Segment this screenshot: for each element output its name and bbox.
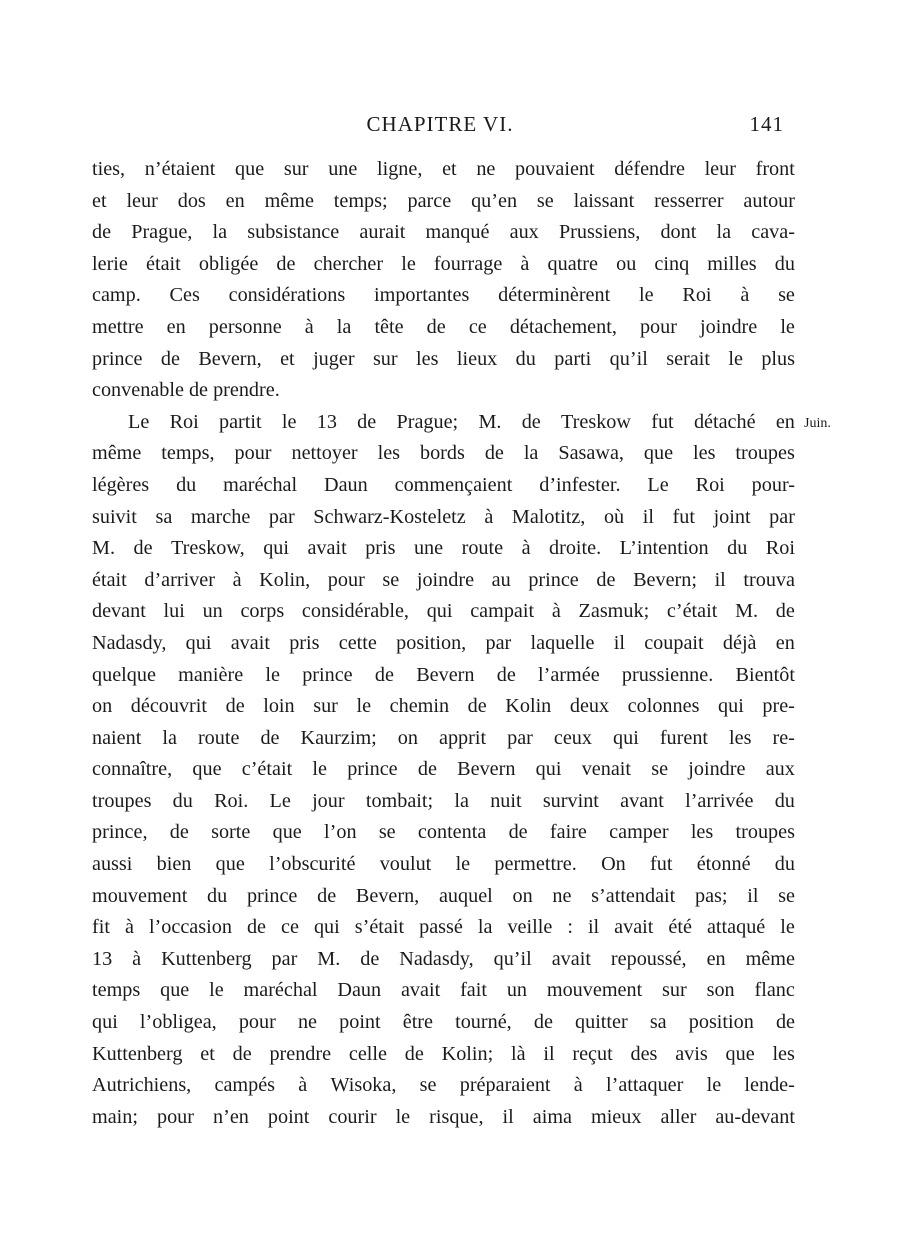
text-line: Nadasdy, qui avait pris cette position, par laquelle il coupait déjà en bbox=[92, 631, 795, 654]
text-line: camp. Ces considérations importantes déterminèrent le Roi à se bbox=[92, 284, 795, 307]
text-line: devant lui un corps considérable, qui campait à Zasmuk; c’était M. de bbox=[92, 600, 795, 623]
text-line: même temps, pour nettoyer les bords de la Sasawa, que les troupes bbox=[92, 442, 795, 465]
text-line: main; pour n’en point courir le risque, il aima mieux aller au-devant bbox=[92, 1105, 795, 1128]
text-line: on découvrit de loin sur le chemin de Kolin deux colonnes qui pre- bbox=[92, 695, 795, 718]
chapter-header: CHAPITRE VI. bbox=[366, 112, 514, 136]
text-line: connaître, que c’était le prince de Bevern qui venait se joindre aux bbox=[92, 758, 795, 781]
text-line: M. de Treskow, qui avait pris une route à droite. L’intention du Roi bbox=[92, 537, 795, 560]
text-line: Autrichiens, campés à Wisoka, se préparaient à l’attaquer le lende- bbox=[92, 1074, 795, 1097]
text-line: mouvement du prince de Bevern, auquel on ne s’attendait pas; il se bbox=[92, 884, 795, 907]
text-line: était d’arriver à Kolin, pour se joindre au prince de Bevern; il trouva bbox=[92, 568, 795, 591]
text-line: ties, n’étaient que sur une ligne, et ne pouvaient défendre leur front bbox=[92, 158, 795, 180]
text-line: Le Roi partit le 13 de Prague; M. de Treskow fut détaché en bbox=[128, 410, 795, 433]
text-line: de Prague, la subsistance aurait manqué aux Prussiens, dont la cava- bbox=[92, 221, 795, 244]
text-line: 13 à Kuttenberg par M. de Nadasdy, qu’il avait repoussé, en même bbox=[92, 947, 795, 970]
page-number: 141 bbox=[749, 112, 784, 136]
text-line: quelque manière le prince de Bevern de l’armée prussienne. Bientôt bbox=[92, 663, 795, 686]
text-line: lerie était obligée de chercher le fourrage à quatre ou cinq milles du bbox=[92, 252, 795, 275]
margin-note: Juin. bbox=[804, 416, 831, 431]
text-line: suivit sa marche par Schwarz-Kosteletz à Malotitz, où il fut joint par bbox=[92, 505, 795, 528]
text-line: mettre en personne à la tête de ce détachement, pour joindre le bbox=[92, 315, 795, 338]
text-line: convenable de prendre. bbox=[92, 379, 280, 402]
text-line: légères du maréchal Daun commençaient d’infester. Le Roi pour- bbox=[92, 473, 795, 496]
text-line: temps que le maréchal Daun avait fait un mouvement sur son flanc bbox=[92, 979, 795, 1002]
text-line: qui l’obligea, pour ne point être tourné, de quitter sa position de bbox=[92, 1011, 795, 1034]
text-line: troupes du Roi. Le jour tombait; la nuit survint avant l’arrivée du bbox=[92, 789, 795, 812]
text-line: aussi bien que l’obscurité voulut le permettre. On fut étonné du bbox=[92, 853, 795, 876]
text-line: prince, de sorte que l’on se contenta de faire camper les troupes bbox=[92, 821, 795, 844]
text-line: fit à l’occasion de ce qui s’était passé la veille : il avait été attaqué le bbox=[92, 916, 795, 939]
text-line: prince de Bevern, et juger sur les lieux du parti qu’il serait le plus bbox=[92, 347, 795, 370]
text-line: et leur dos en même temps; parce qu’en se laissant resserrer autour bbox=[92, 189, 795, 212]
body-text bbox=[92, 154, 795, 1133]
text-line: Kuttenberg et de prendre celle de Kolin; là il reçut des avis que les bbox=[92, 1042, 795, 1065]
text-line: naient la route de Kaurzim; on apprit par ceux qui furent les re- bbox=[92, 726, 795, 749]
